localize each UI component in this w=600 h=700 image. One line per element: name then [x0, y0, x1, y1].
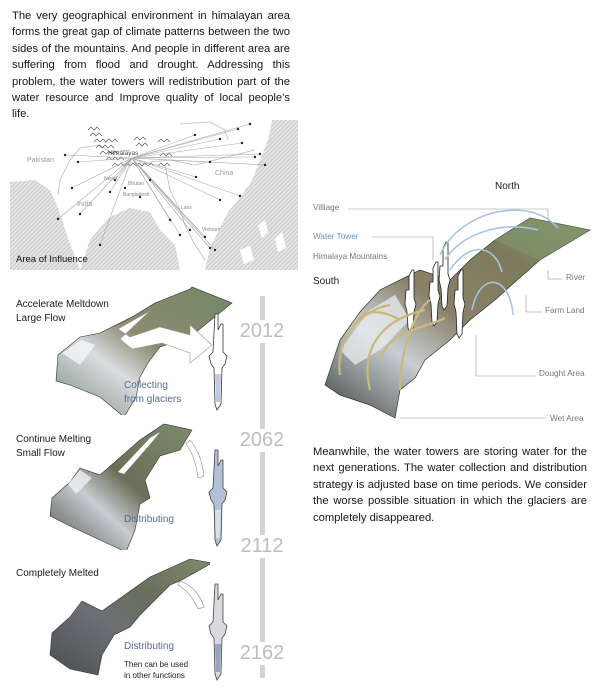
- stage-1-action: [124, 379, 181, 407]
- stage-1-action-line2: from glaciers: [124, 394, 182, 405]
- outro-paragraph: Meanwhile, the water towers are storing water for the next generations. The water collection and distribution strategy is adjusted base on time periods. We consider the worse possible situation in which the glaciers are completely disappeared.: [313, 446, 587, 524]
- stage-1-title-line1: Accelerate Meltdown: [16, 299, 109, 310]
- stage-3-note: [124, 660, 188, 681]
- sea-bay: [80, 208, 180, 270]
- callout-river: River: [566, 273, 586, 282]
- timeline-bar: [260, 296, 265, 678]
- callout-himalaya: Himalaya Mountains: [313, 252, 388, 261]
- year-2062: 2062: [239, 429, 285, 451]
- stage-1-title-line2: Large Flow: [16, 313, 66, 324]
- area-of-influence-map: [10, 120, 298, 270]
- map-label-china: China: [215, 170, 234, 177]
- map-label-vietnam: Vietnam: [202, 227, 221, 233]
- south-label: South: [313, 276, 340, 287]
- stage-3-action: Distributing: [124, 641, 175, 652]
- map-label-laos: Laos: [181, 205, 192, 211]
- year-2012: 2012: [239, 320, 285, 342]
- map-title: Area of Influence: [16, 254, 88, 265]
- map-label-pakistan: Pakistan: [27, 157, 54, 164]
- callout-water-tower: Water Tower: [313, 232, 359, 241]
- stage-3-note-line1: Then can be used: [124, 660, 189, 669]
- himalaya-scene-diagram: [300, 200, 600, 430]
- map-label-bangladesh: Bangladesh: [123, 192, 150, 198]
- callout-wet-area: Wet Area: [550, 414, 584, 423]
- stage-1-action-line1: Collecting: [124, 380, 168, 391]
- callout-village: Villiage: [313, 203, 340, 212]
- stage-1-water-tower-icon: [205, 312, 235, 412]
- stage-2-action: Distributing: [124, 514, 175, 525]
- stage-3-note-line2: in other functions: [124, 670, 185, 680]
- stage-2-title-line2: Small Flow: [16, 448, 65, 459]
- map-label-bhutan: Bhutan: [128, 181, 144, 187]
- year-2112: 2112: [238, 535, 286, 558]
- stage-2-title-line1: Continue Melting: [16, 434, 92, 445]
- stage-2-water-tower-icon: [205, 448, 235, 548]
- callout-farm-land: Farm Land: [545, 306, 585, 315]
- stage-3-title: Completely Melted: [16, 568, 99, 579]
- north-label: North: [495, 181, 520, 192]
- year-2162: 2162: [239, 642, 285, 664]
- map-label-india: India: [77, 201, 93, 208]
- map-label-nepal: Nepal: [104, 176, 118, 182]
- stage-2-terrain: [40, 420, 210, 550]
- map-label-himalayas: Himalayas: [108, 150, 139, 157]
- stage-3-water-tower-icon: [205, 582, 235, 682]
- intro-paragraph: The very geographical environment in himalayan area forms the great gap of climate patterns between the two sides of the mountains. And people in different area are suffering from flood and drought. Addressing this problem, the water towers will redistribution part of the water resource and Improve quality of local people’s life.: [12, 10, 290, 121]
- sea-left: [10, 180, 68, 250]
- callout-drought-area: Dought Area: [539, 369, 585, 378]
